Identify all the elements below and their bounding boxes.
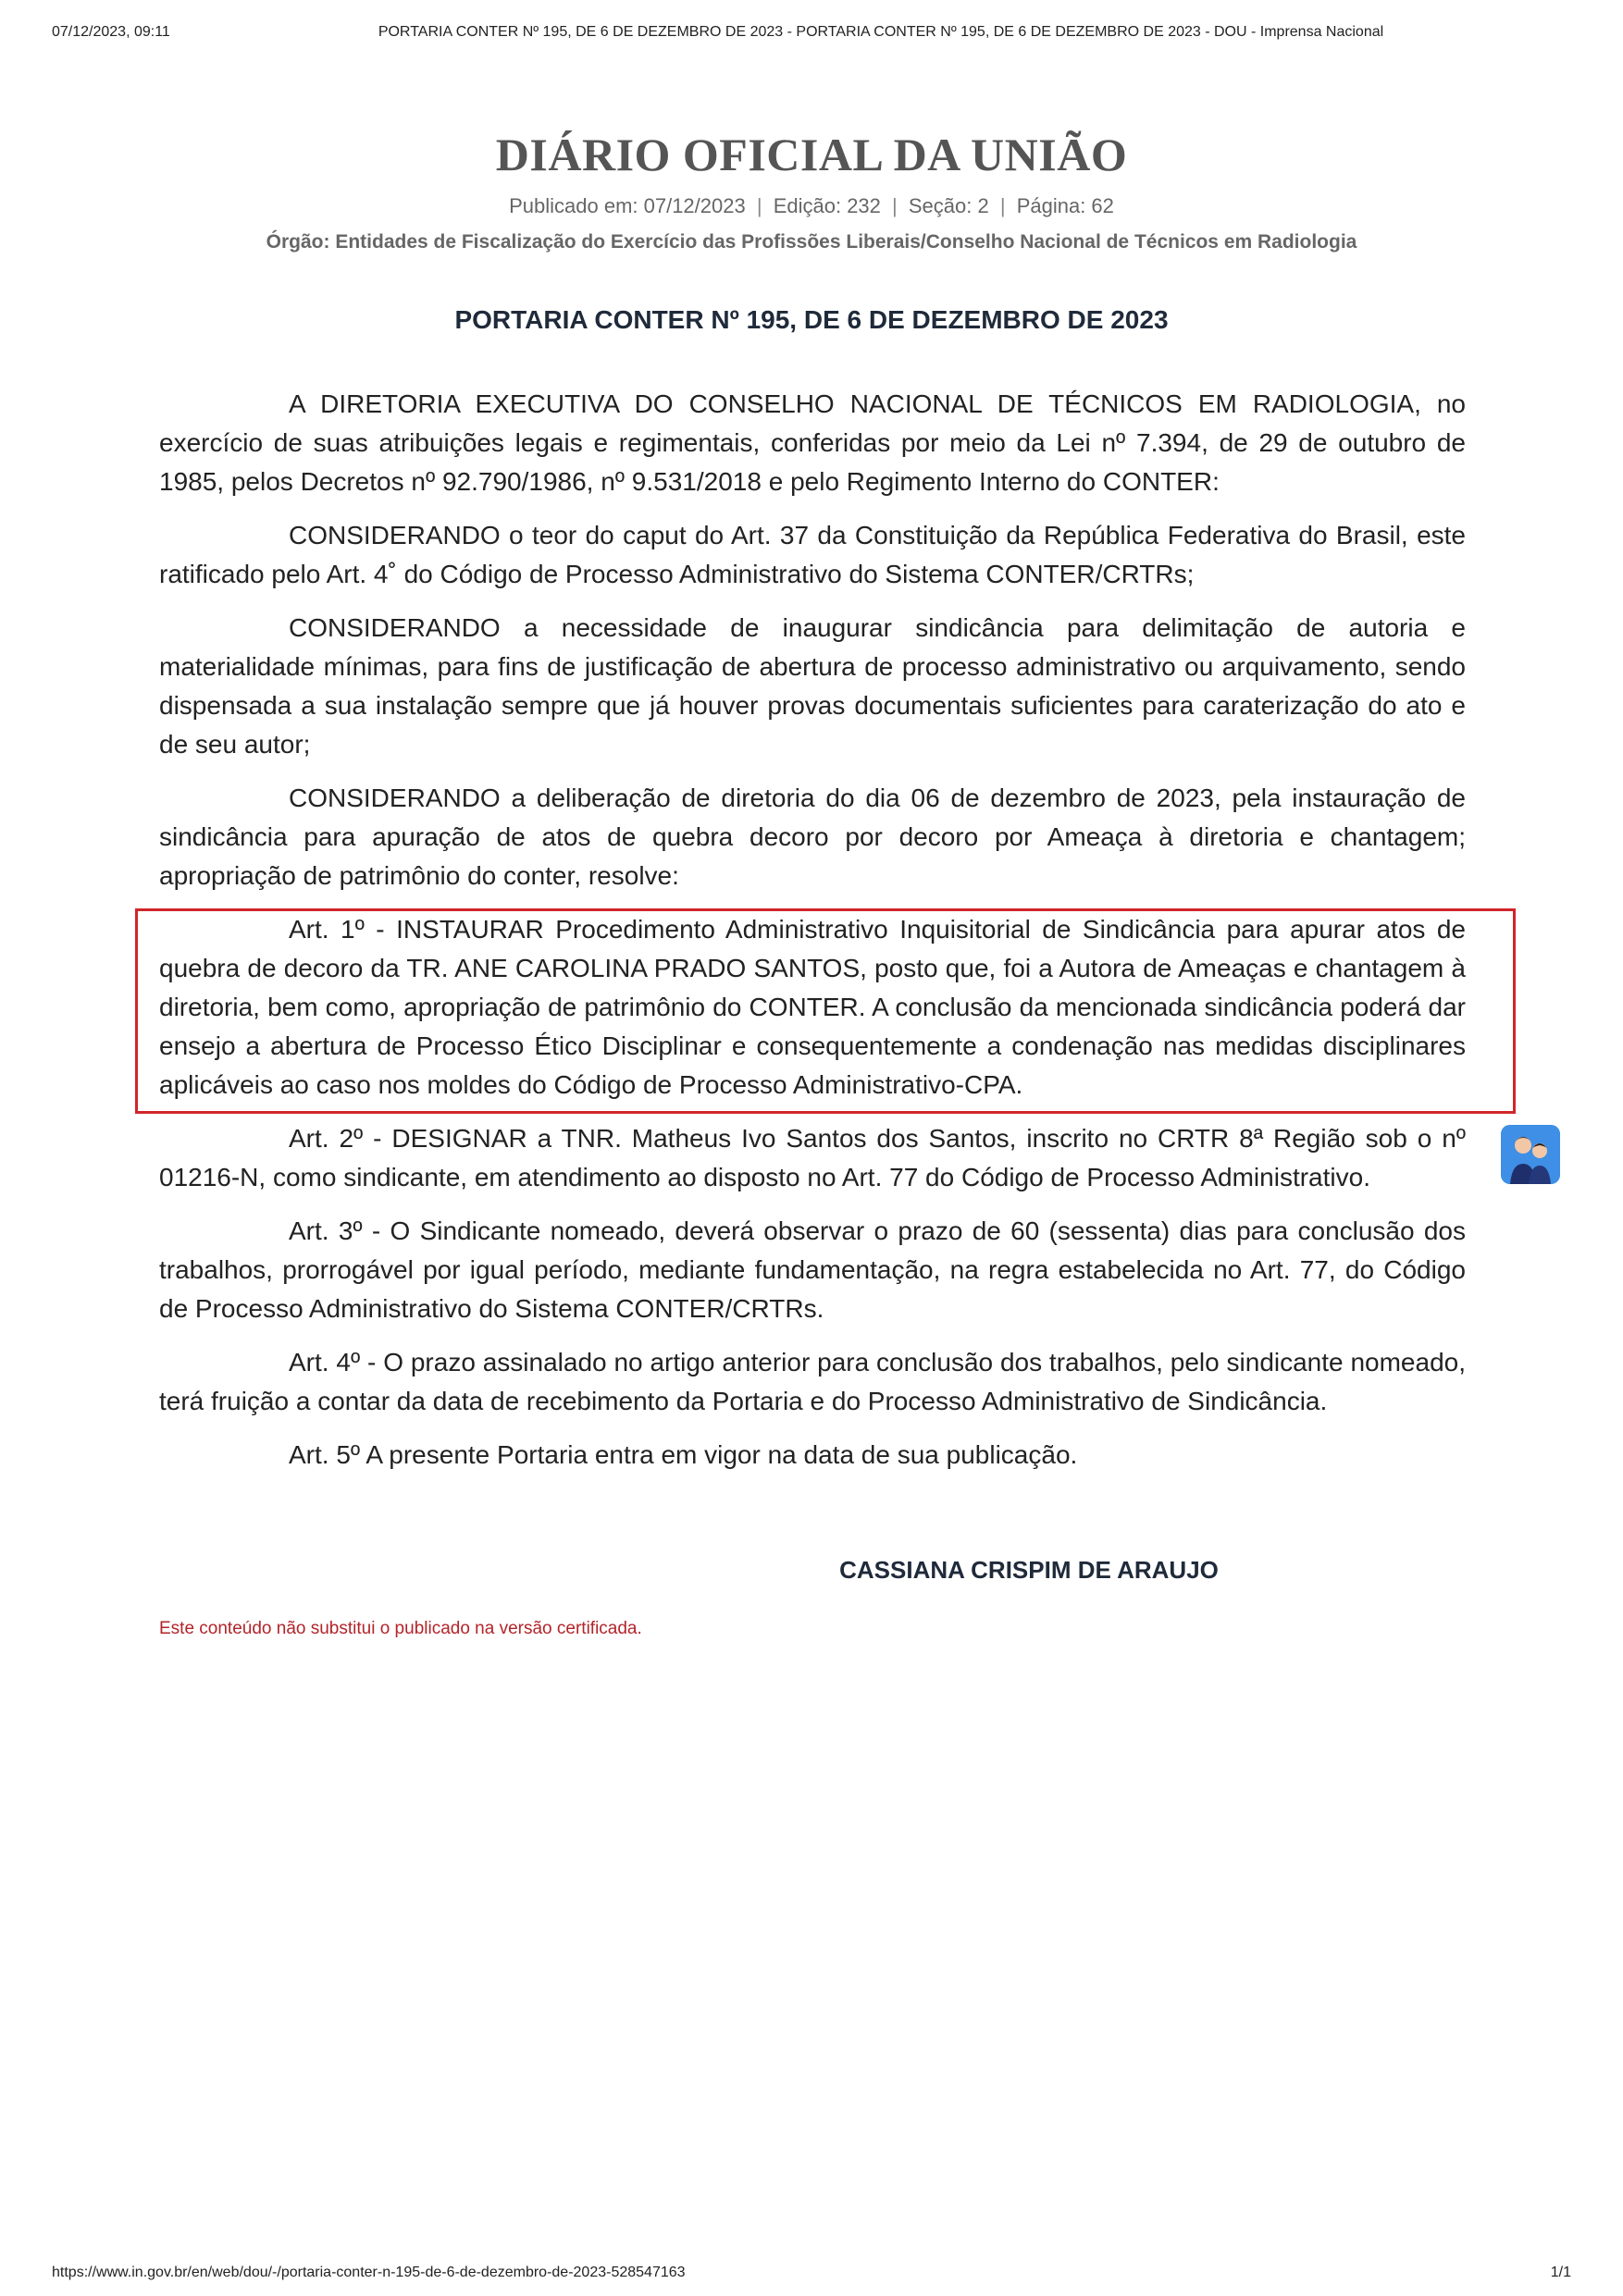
published-date: Publicado em: 07/12/2023: [509, 194, 746, 217]
assistant-button[interactable]: [1501, 1125, 1560, 1184]
print-footer: [52, 2265, 1571, 2287]
paragraph-considerando-3: CONSIDERANDO a deliberação de diretoria do dia 06 de dezembro de 2023, pela instauração de sindicância para apuração de atos de quebra decoro por decoro por Ameaça à diretoria e chantagem; apropriação de patrimônio do conter, resolve:: [159, 784, 1466, 890]
publication-info: [0, 194, 1623, 218]
page-number: Página: 62: [1016, 194, 1114, 217]
print-url: https://www.in.gov.br/en/web/dou/-/portaria-conter-n-195-de-6-de-dezembro-de-2023-528547163: [52, 2265, 686, 2280]
paragraph-preamble: A DIRETORIA EXECUTIVA DO CONSELHO NACIONAL DE TÉCNICOS EM RADIOLOGIA, no exercício de suas atribuições legais e regimentais, conferidas por meio da Lei nº 7.394, de 29 de outubro de 1985, pelos Decretos nº 92.790/1986, nº 9.531/2018 e pelo Regimento Interno do CONTER:: [159, 389, 1466, 496]
paragraph-art-3: Art. 3º - O Sindicante nomeado, deverá observar o prazo de 60 (sessenta) dias para conclusão dos trabalhos, prorrogável por igual período, mediante fundamentação, na regra estabelecida no Art. 77, do Código de Processo Administrativo do Sistema CONTER/CRTRs.: [159, 1216, 1466, 1323]
highlight-box: [135, 908, 1516, 1114]
separator: |: [756, 194, 762, 217]
print-page-title: PORTARIA CONTER Nº 195, DE 6 DE DEZEMBRO DE 2023 - PORTARIA CONTER Nº 195, DE 6 DE DEZEMBRO DE 2023 - DOU - Imprensa Nacional: [378, 24, 1384, 40]
print-header: [52, 24, 1571, 46]
paragraph-considerando-1: CONSIDERANDO o teor do caput do Art. 37 da Constituição da República Federativa do Brasil, este ratificado pelo Art. 4˚ do Código de Processo Administrativo do Sistema CONTER/CRTRs;: [159, 521, 1466, 588]
masthead-title: DIÁRIO OFICIAL DA UNIÃO: [495, 129, 1128, 180]
disclaimer-note: Este conteúdo não substitui o publicado na versão certificada.: [159, 1619, 642, 1638]
print-datetime: 07/12/2023, 09:11: [52, 24, 170, 40]
assistant-avatar-icon: [1501, 1125, 1560, 1184]
paragraph-art-1: Art. 1º - INSTAURAR Procedimento Administrativo Inquisitorial de Sindicância para apurar atos de quebra de decoro da TR. ANE CAROLINA PRADO SANTOS, posto que, foi a Autora de Ameaças e chantagem à diretoria, bem como, apropriação de patrimônio do CONTER. A conclusão da mencionada sindicância poderá dar ensejo a abertura de Processo Ético Disciplinar e consequentemente a condenação nas medidas disciplinares aplicáveis ao caso nos moldes do Código de Processo Administrativo-CPA.: [159, 915, 1466, 1099]
paragraph-considerando-2: CONSIDERANDO a necessidade de inaugurar sindicância para delimitação de autoria e materialidade mínimas, para fins de justificação de abertura de processo administrativo ou arquivamento, sendo dispensada a sua instalação sempre que já houver provas documentais suficientes para caraterização do ato e de seu autor;: [159, 613, 1466, 759]
edition: Edição: 232: [773, 194, 881, 217]
paragraph-art-2: Art. 2º - DESIGNAR a TNR. Matheus Ivo Santos dos Santos, inscrito no CRTR 8ª Região sob o nº 01216-N, como sindicante, em atendimento ao disposto no Art. 77 do Código de Processo Administrativo.: [159, 1124, 1466, 1191]
section: Seção: 2: [908, 194, 989, 217]
separator: |: [999, 194, 1006, 217]
paragraph-art-4: Art. 4º - O prazo assinalado no artigo anterior para conclusão dos trabalhos, pelo sindicante nomeado, terá fruição a contar da data de recebimento da Portaria e do Processo Administrativo de Sindicância.: [159, 1348, 1466, 1415]
paragraph-art-5: Art. 5º A presente Portaria entra em vigor na data de sua publicação.: [289, 1440, 1078, 1469]
signature-name: CASSIANA CRISPIM DE ARAUJO: [839, 1556, 1219, 1584]
orgao-line: Órgão: Entidades de Fiscalização do Exercício das Profissões Liberais/Conselho Nacional de Técnicos em Radiologia: [266, 231, 1357, 253]
document-title: PORTARIA CONTER Nº 195, DE 6 DE DEZEMBRO DE 2023: [454, 305, 1169, 334]
separator: |: [892, 194, 898, 217]
print-page-count: 1/1: [1550, 2265, 1571, 2280]
